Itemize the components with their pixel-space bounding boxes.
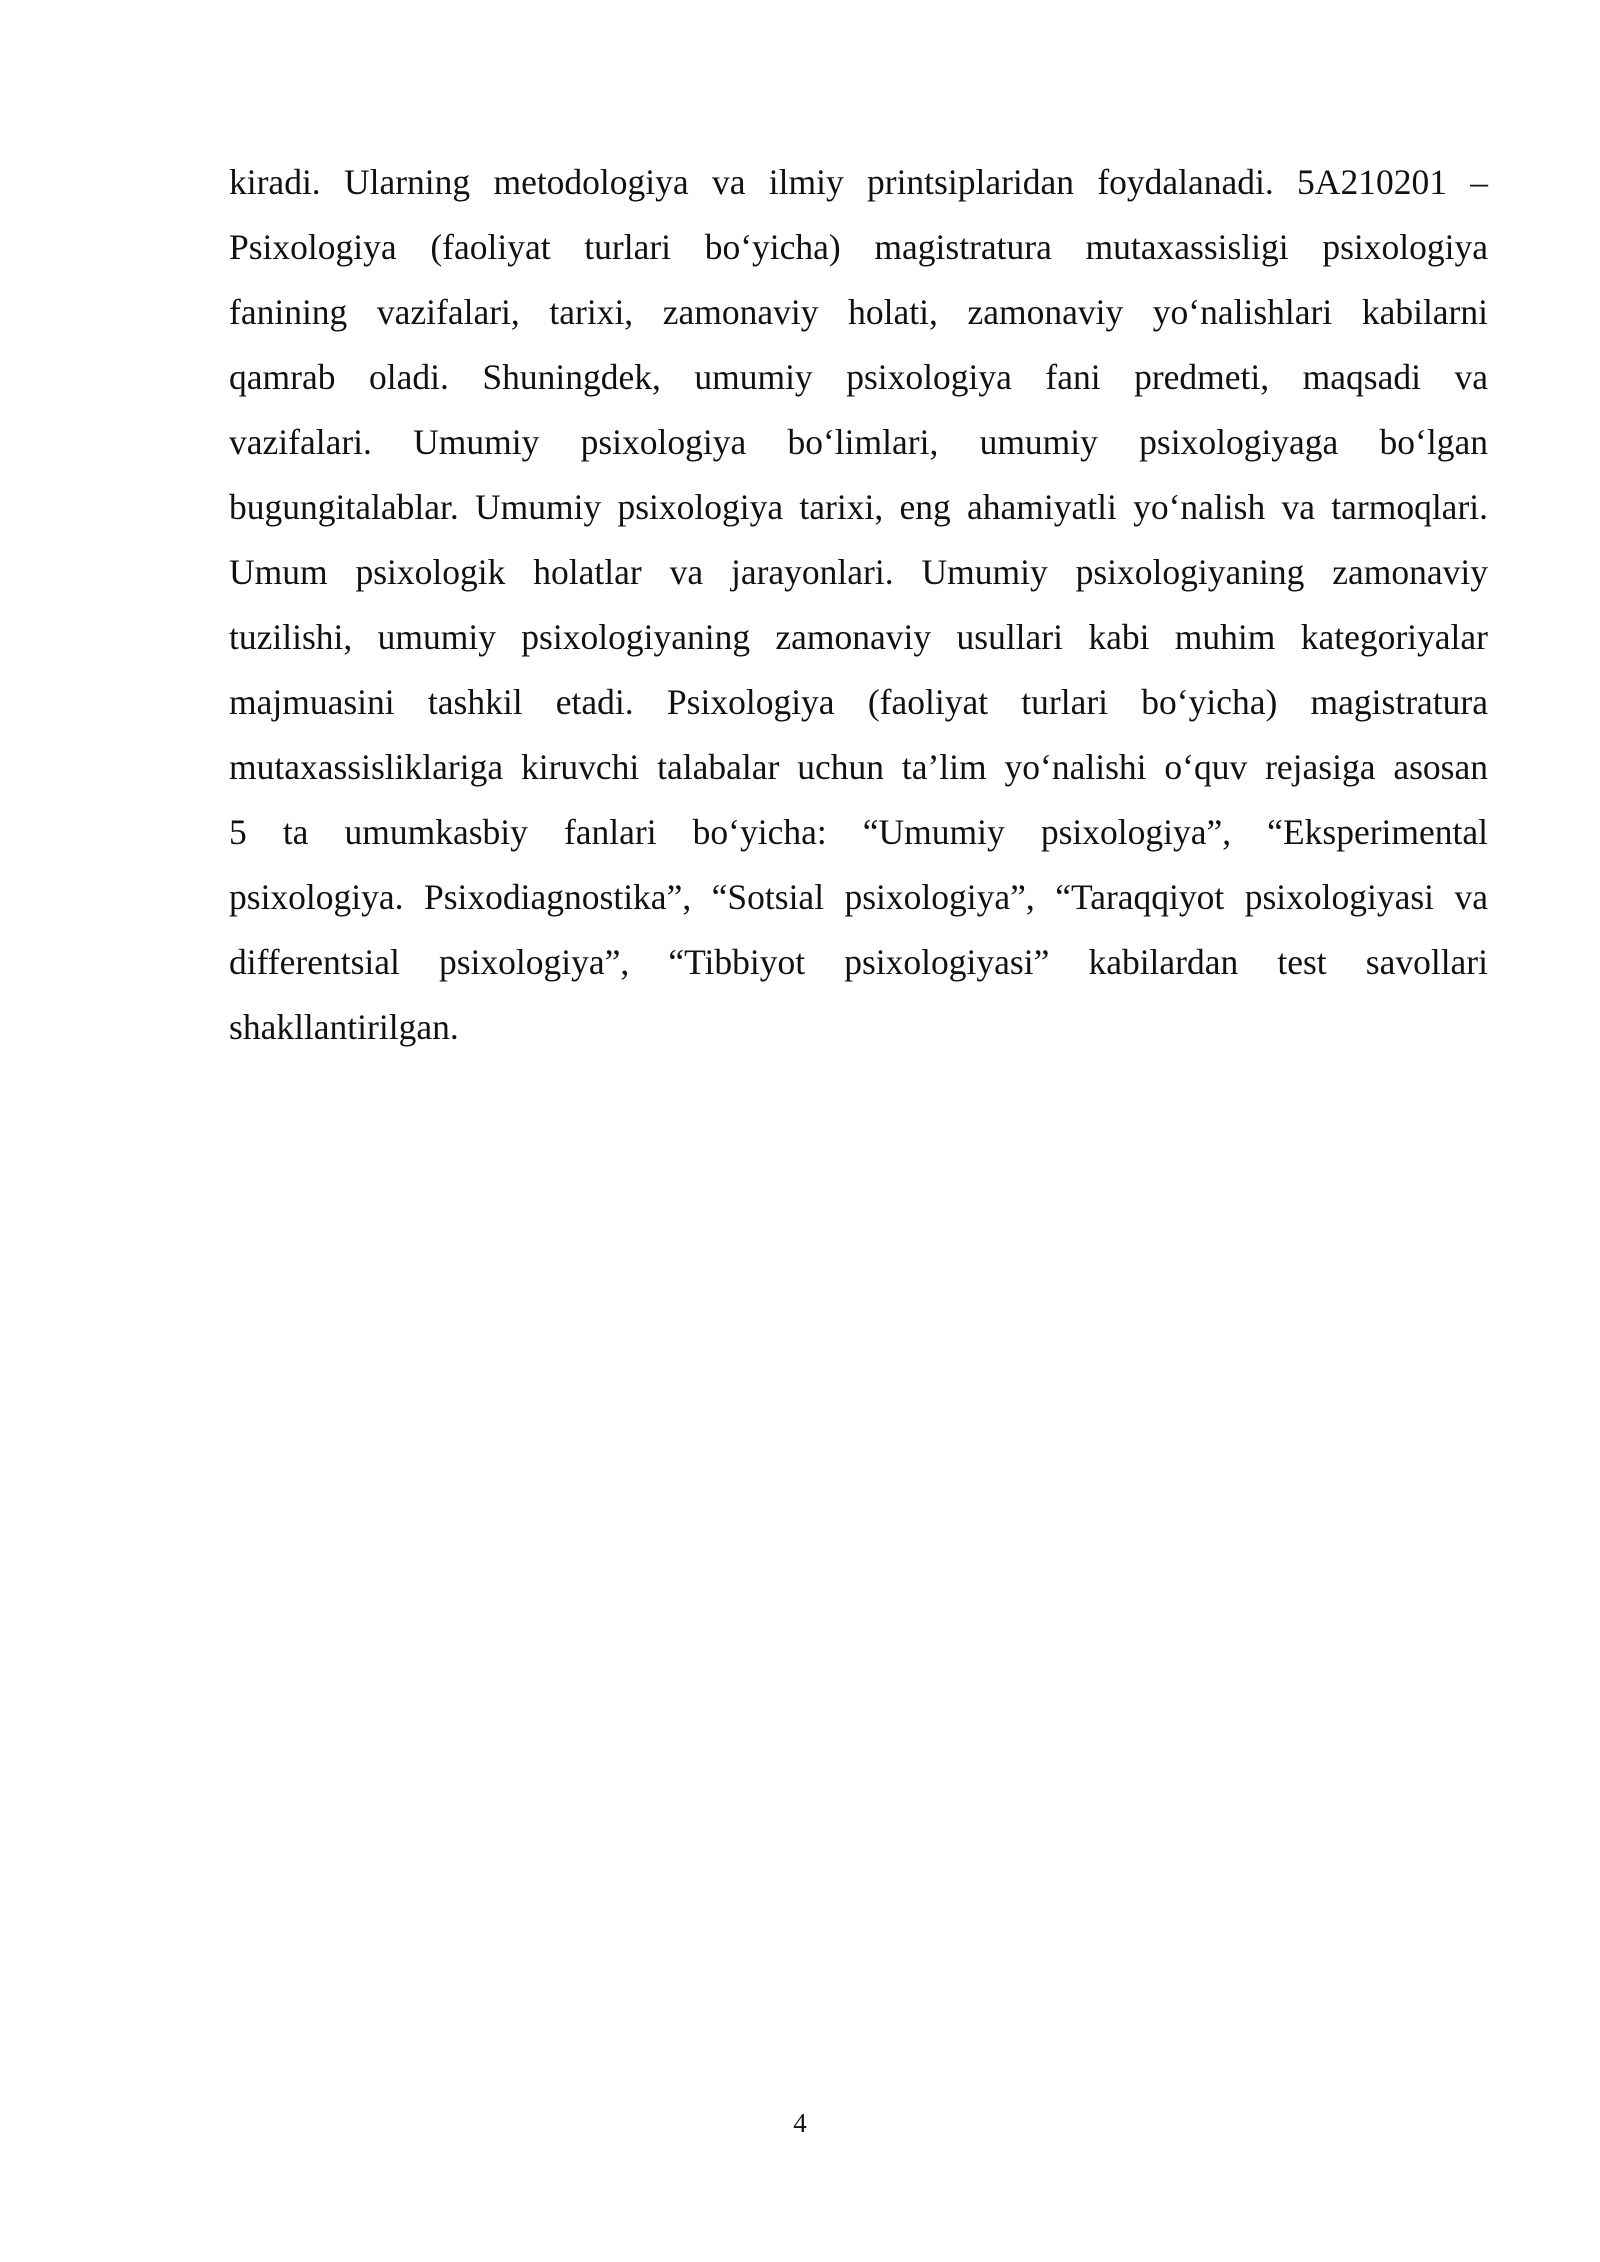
paragraph-line: kiradi. Ularning metodologiya va ilmiy printsiplaridan foydalanadi. 5A210201 – — [229, 162, 1488, 202]
paragraph-line: fanining vazifalari, tarixi, zamonaviy holati, zamonaviy yo‘nalishlari kabilarni — [229, 292, 1488, 332]
body-paragraph — [229, 150, 1488, 1060]
paragraph-line: mutaxassisliklariga kiruvchi talabalar uchun ta’lim yo‘nalishi o‘quv rejasiga asosan — [229, 747, 1488, 787]
paragraph-line: psixologiya. Psixodiagnostika”, “Sotsial psixologiya”, “Taraqqiyot psixologiyasi va — [229, 877, 1488, 917]
paragraph-line: shakllantirilgan. — [229, 1007, 459, 1047]
paragraph-line: vazifalari. Umumiy psixologiya bo‘limlari, umumiy psixologiyaga bo‘lgan — [229, 422, 1488, 462]
page-number: 4 — [793, 2108, 807, 2138]
paragraph-line: qamrab oladi. Shuningdek, umumiy psixologiya fani predmeti, maqsadi va — [229, 357, 1488, 397]
paragraph-line: Psixologiya (faoliyat turlari bo‘yicha) magistratura mutaxassisligi psixologiya — [229, 227, 1488, 267]
paragraph-line: majmuasini tashkil etadi. Psixologiya (faoliyat turlari bo‘yicha) magistratura — [229, 682, 1488, 722]
paragraph-line: bugungitalablar. Umumiy psixologiya tarixi, eng ahamiyatli yo‘nalish va tarmoqlari. — [229, 487, 1488, 527]
paragraph-line: Umum psixologik holatlar va jarayonlari. Umumiy psixologiyaning zamonaviy — [229, 552, 1488, 592]
paragraph-line: differentsial psixologiya”, “Tibbiyot psixologiyasi” kabilardan test savollari — [229, 942, 1488, 982]
paragraph-line: 5 ta umumkasbiy fanlari bo‘yicha: “Umumiy psixologiya”, “Eksperimental — [229, 812, 1488, 852]
paragraph-line: tuzilishi, umumiy psixologiyaning zamonaviy usullari kabi muhim kategoriyalar — [229, 617, 1488, 657]
